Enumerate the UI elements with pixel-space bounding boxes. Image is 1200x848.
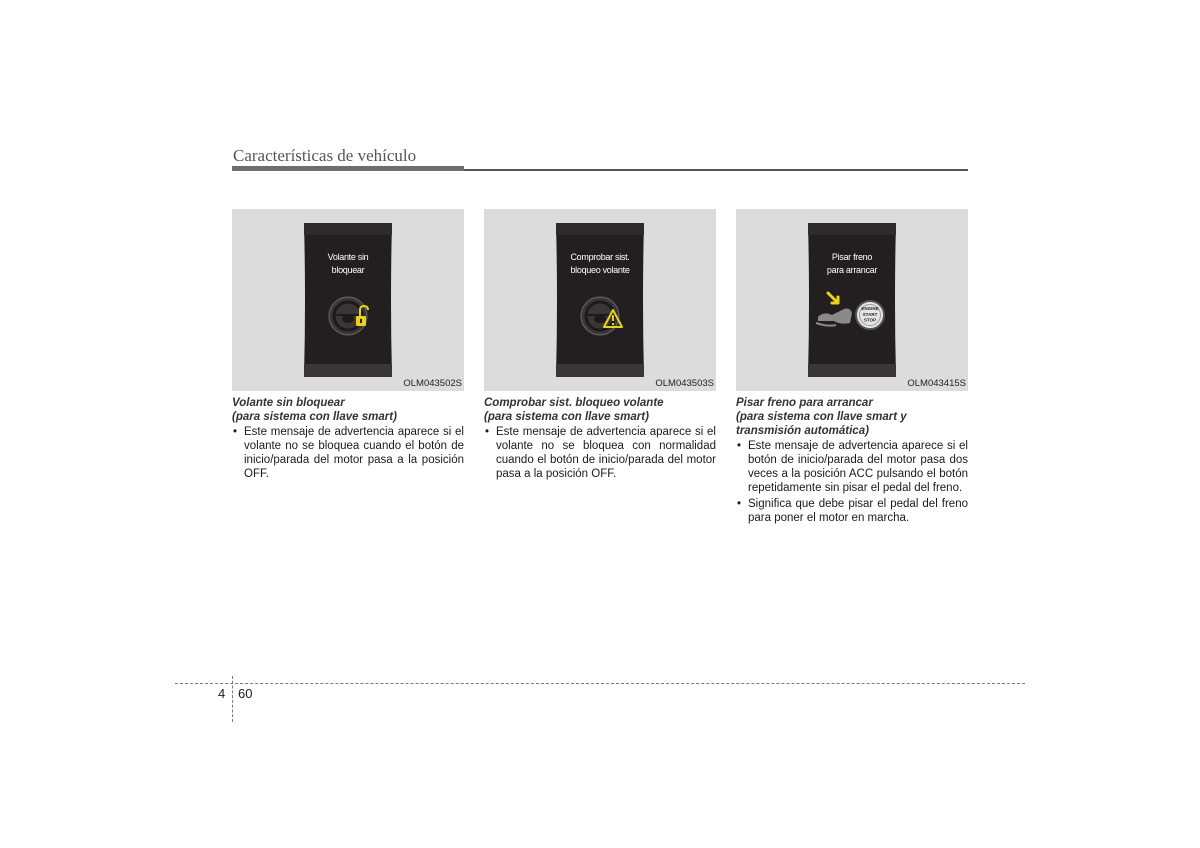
bullet-item: • Este mensaje de advertencia aparece si el botón de inicio/parada del motor pasa dos veces a la posición ACC pulsando el botón repetidamente sin pisar el pedal del freno. [736, 439, 968, 495]
page-header-title: Características de vehículo [233, 146, 417, 165]
header-bar-thick [232, 166, 464, 171]
chapter-number: 4 [218, 686, 226, 701]
page-number: 60 [238, 686, 253, 701]
figure-press-brake-to-start [736, 209, 968, 391]
section-title: Pisar freno para arrancar (para sistema con llave smart y transmisión automática) [736, 397, 907, 437]
screen-message: Pisar freno para arrancar [826, 252, 878, 275]
button-line-start: START [862, 312, 878, 317]
screen-message: Volante sin bloquear [327, 252, 369, 275]
screen-message: Comprobar sist. bloqueo volante [570, 252, 630, 275]
section-check-steering-lock [484, 396, 716, 483]
button-line-engine: ENGINE [861, 306, 879, 311]
bullet-list [232, 425, 464, 481]
header-rule [464, 169, 968, 171]
bullet-list [736, 439, 968, 525]
section-title: Volante sin bloquear (para sistema con llave smart) [232, 397, 397, 423]
engine-start-stop-button-icon [856, 301, 884, 329]
footer-rule [175, 683, 1025, 684]
section-press-brake-to-start [736, 396, 968, 527]
footer-divider [232, 676, 233, 722]
bullet-item: • Este mensaje de advertencia aparece si el volante no se bloquea con normalidad cuando el botón de inicio/parada del motor pasa a la posición OFF. [484, 425, 716, 481]
button-line-stop: STOP [863, 317, 877, 323]
bullet-item: • Este mensaje de advertencia aparece si el volante no se bloquea cuando el botón de inicio/parada del motor pasa a la posición OFF. [232, 425, 464, 481]
section-steering-unlocked [232, 396, 464, 483]
figure-code: OLM043502S [403, 378, 462, 389]
bullet-item: • Significa que debe pisar el pedal del freno para poner el motor en marcha. [736, 497, 968, 525]
figure-check-steering-lock [484, 209, 716, 391]
bullet-list [484, 425, 716, 481]
figure-steering-unlocked [232, 209, 464, 391]
figure-code: OLM043503S [655, 378, 714, 389]
figure-code: OLM043415S [907, 378, 966, 389]
section-title: Comprobar sist. bloqueo volante (para sistema con llave smart) [484, 397, 664, 423]
